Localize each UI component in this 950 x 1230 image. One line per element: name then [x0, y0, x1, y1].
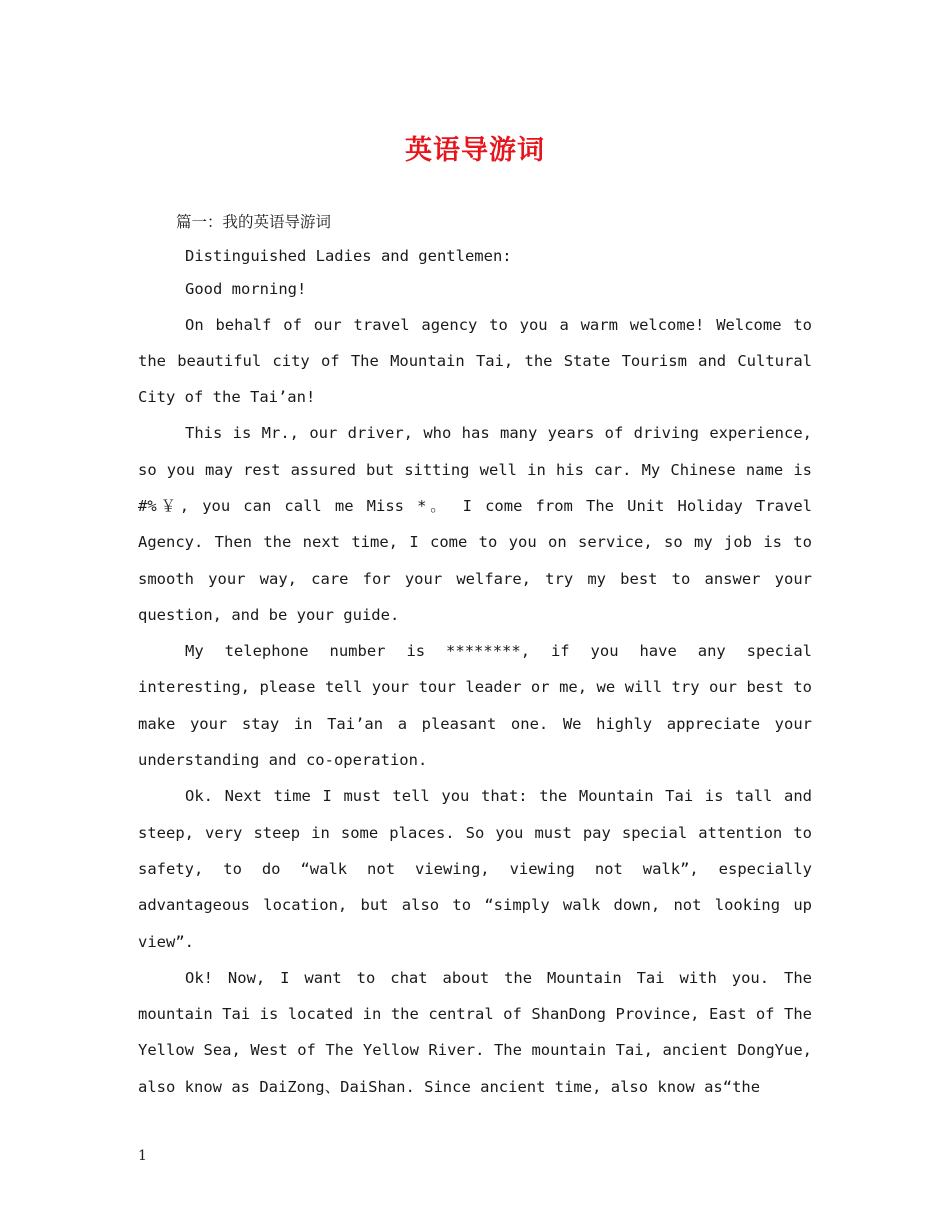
- document-title: 英语导游词: [405, 135, 545, 166]
- document-body: [138, 206, 812, 1105]
- paragraph-telephone: My telephone number is ********, if you have any special interesting, please tell your tour leader or me, we will try our best to make your stay in Tai’an a pleasant one. We highly appreciate your understanding and co-operation.: [138, 642, 812, 770]
- paragraph-mountain-tai: Ok! Now, I want to chat about the Mountain Tai with you. The mountain Tai is located in the central of ShanDong Province, East of The Yellow Sea, West of The Yellow River. The mountain Tai, ancient DongYue, also know as DaiZong、DaiShan. Since ancient time, also know as“the: [138, 968, 812, 1096]
- paragraph-greeting-1: Distinguished Ladies and gentlemen:: [185, 246, 512, 265]
- paragraph-welcome: On behalf of our travel agency to you a warm welcome! Welcome to the beautiful city of The Mountain Tai, the State Tourism and Cultural City of the Tai’an!: [138, 315, 812, 407]
- paragraph-greeting-2: Good morning!: [185, 280, 307, 298]
- section-heading: 篇一：我的英语导游词: [176, 213, 332, 231]
- paragraph-safety: Ok. Next time I must tell you that: the Mountain Tai is tall and steep, very steep in some places. So you must pay special attention to safety, to do “walk not viewing, viewing not walk”, especially advantageous location, but also to “simply walk down, not looking up view”.: [138, 787, 812, 951]
- paragraph-introduction: This is Mr., our driver, who has many years of driving experience, so you may rest assured but sitting well in his car. My Chinese name is #%￥, you can call me Miss *。 I come from The Unit Holiday Travel Agency. Then the next time, I come to you on service, so my job is to smooth your way, care for your welfare, try my best to answer your question, and be your guide.: [138, 424, 812, 624]
- page-number: 1: [138, 1148, 147, 1164]
